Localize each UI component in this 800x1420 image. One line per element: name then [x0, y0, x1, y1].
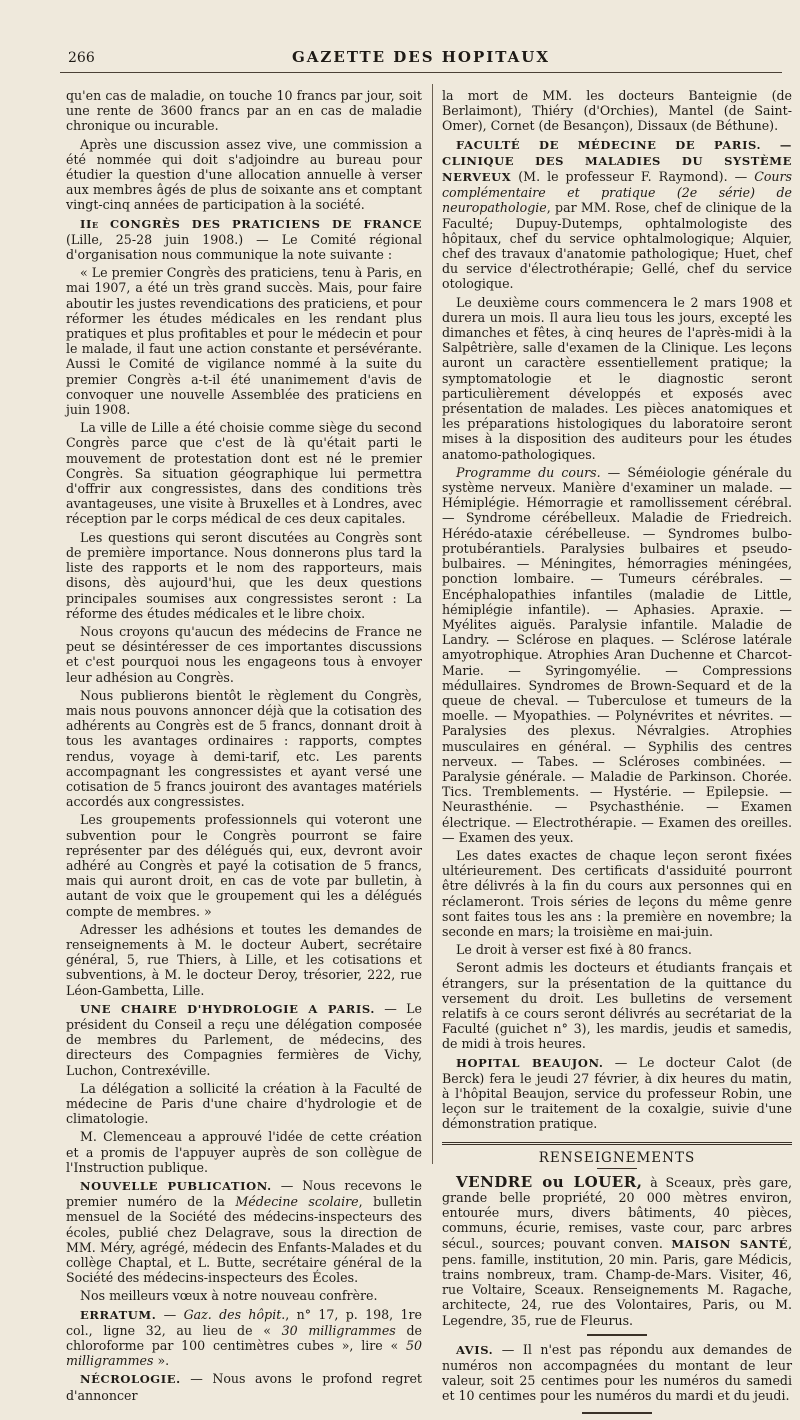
notice-avis: AVIS. — Il n'est pas répondu aux demandes de numéros non accompagnées du montant de leur valeur, soit 25 centimes pour les numéros du samedi et 10 centimes pour les numéros du mardi et du jeudi.: [442, 1341, 792, 1404]
paragraph: « Le premier Congrès des praticiens, tenu à Paris, en mai 1907, a été un très grand succès. Mais, pour faire aboutir les justes revendications des praticiens, et pour réformer les études médicales en les rendant plus pratiques et plus profitables et pour le médecin et pour le malade, il faut une action constante et persévérante. Aussi le Comité de vigilance nommé à la suite du premier Congrès a-t-il été unanimement d'avis de convoquer une nouvelle Assemblée des praticiens en juin 1908.: [66, 265, 422, 418]
title-underline: [597, 1168, 637, 1169]
running-title: GAZETTE DES HOPITAUX: [291, 48, 550, 66]
article-erratum: ERRATUM. — Gaz. des hôpit., n° 17, p. 198, 1re col., ligne 32, au lieu de « 30 milligrammes de chloroforme par 100 centimètres cubes », lire « 50 milligrammes ».: [66, 1306, 423, 1369]
paragraph: Nos meilleurs vœux à notre nouveau confrère.: [80, 1288, 378, 1304]
course-programme: Programme du cours. — Séméiologie générale du système nerveux. Manière d'examiner un malade. — Hémiplégie. Hémorragie et ramollissement cérébral. — Syndrome cérébelleux. Maladie de Friedreich. Hérédo-ataxie cérébelleuse. — Syndromes bulbo-protubérantiels. Paralysies bulbaires et pseudo-bulbaires. — Méningites, hémorragies méningées, ponction lombaire. — Tumeurs cérébrales. — Encéphalopathies infantiles (maladie de Little, hémiplégie infantile). — Aphasies. Apraxie. — Myélites aiguës. Paralysie infantile. Maladie de Landry. — Sclérose en plaques. — Sclérose latérale amyotrophique. Atrophies Aran Duchenne et Charcot-Marie. — Syringomyélie. — Compressions médullaires. Syndromes de Brown-Sequard et de la queue de cheval. — Tuberculose et tumeurs de la moelle. — Myopathies. — Polynévrites et névrites. — Paralysies des plexus. Névralgies. Atrophies musculaires en général. — Syphilis des centres nerveux. — Tabes. — Scléroses combinées. — Paralysie générale. — Maladie de Parkinson. Chorée. Tics. Tremblements. — Hystérie. — Epilepsie. — Neurasthénie. — Psychasthénie. — Examen électrique. — Electrothérapie. — Examen des oreilles. — Examen des yeux.: [442, 464, 792, 845]
article-heading: ERRATUM.: [80, 1307, 157, 1322]
ad-heading: VENDRE ou LOUER,: [456, 1172, 643, 1191]
paragraph: Le deuxième cours commencera le 2 mars 1908 et durera un mois. Il aura lieu tous les jours, excepté les dimanches et fêtes, à cinq heures de l'après-midi à la Salpêtrière, salle d'examen de la Clinique. Les leçons auront un caractère essentiellement pratique; la symptomatologie et le diagnostic seront particulièrement développés et exposés avec présentation de malades. Les pièces anatomiques et les préparations histologiques du laboratoire seront mises à la disposition des auditeurs pour les études anatomo-pathologiques.: [442, 294, 792, 462]
right-column: [442, 88, 792, 1420]
section-title: RENSEIGNEMENTS: [538, 1149, 696, 1166]
article-heading: NOUVELLE PUBLICATION.: [80, 1179, 272, 1194]
header-rule: [60, 72, 782, 73]
article-beaujon: HOPITAL BEAUJON. — Le docteur Calot (de Berck) fera le jeudi 27 février, à dix heures du matin, à l'hôpital Beaujon, service du professeur Robin, une leçon sur le traitement de la coxalgie, suivie d'une démonstration pratique.: [442, 1054, 792, 1132]
article-chaire: UNE CHAIRE D'HYDROLOGIE A PARIS. — Le président du Conseil a reçu une délégation composée de membres du Parlement, de médecins, des directeurs des Compagnies fermières de Vichy, Luchon, Contrexéville.: [66, 1000, 422, 1078]
paragraph: Nous publierons bientôt le règlement du Congrès, mais nous pouvons annoncer déjà que la cotisation des adhérents au Congrès est de 5 francs, donnant droit à tous les avantages ordinaires : rapports, comptes rendus, voyage à demi-tarif, etc. Les parents accompagnant les congressistes et ayant versé une cotisation de 5 francs jouiront des avantages matériels accordés aux congressistes.: [66, 687, 422, 810]
article-heading: FACULTÉ DE MÉDECINE DE PARIS. — CLINIQUE DES MALADIES DU SYSTÈME NERVEUX: [442, 137, 792, 185]
article-publication: NOUVELLE PUBLICATION. — Nous recevons le premier numéro de la Médecine scolaire, bulletin mensuel de la Société des médecins-inspecteurs des écoles, publié chez Delagrave, sous la direction de MM. Méry, agrégé, médecin des Enfants-Malades et du collège Chaptal, et L. Butte, secrétaire général de la Société des médecins-inspecteurs des Écoles.: [66, 1178, 422, 1286]
article-necrologie: NÉCROLOGIE. — Nous avons le profond regret d'annoncer: [66, 1371, 422, 1403]
article-faculte: FACULTÉ DE MÉDECINE DE PARIS. — CLINIQUE DES MALADIES DU SYSTÈME NERVEUX (M. le professeur F. Raymond). — Cours complémentaire et pratique (2e série) de neuropathologie, par MM. Rose, chef de clinique de la Faculté; Dupuy-Dutemps, ophtalmologiste des hôpitaux, chef du service ophtalmologique; Alquier, chef des travaux d'anatomie pathologique; Huet, chef du service d'électrothérapie; Gellé, chef du service otologique.: [442, 137, 792, 292]
paragraph: qu'en cas de maladie, on touche 10 francs par jour, soit une rente de 3600 francs par an en cas de maladie chronique ou incurable.: [66, 88, 422, 134]
page-number: 266: [68, 50, 95, 66]
classified-ad: VENDRE ou LOUER, à Sceaux, près gare, grande belle propriété, 20 000 mètres environ, entourée murs, divers bâtiments, 40 pièces, communs, écurie, remises, vaste cour, parc arbres sécul., sources; pouvant conven. MAISON SANTÉ, pens. famille, institution, 20 min. Paris, gare Médicis, trains nombreux, tram. Champ-de-Mars. Visiter, 46, rue Voltaire, Sceaux. Renseignements M. Ragache, architecte, 24, rue des Volontaires, Paris, ou M. Legendre, 35, rue de Fleurus.: [442, 1172, 792, 1328]
paragraph: la mort de MM. les docteurs Banteignie (de Berlaimont), Thiéry (d'Orchies), Mantel (de Saint-Omer), Cornet (de Besançon), Dissaux (de Béthune).: [442, 88, 792, 134]
article-heading: NÉCROLOGIE.: [80, 1372, 181, 1387]
separator: [582, 1412, 652, 1414]
article-heading: IIe CONGRÈS DES PRATICIENS DE FRANCE: [80, 216, 422, 231]
paragraph: Les questions qui seront discutées au Congrès sont de première importance. Nous donnerons plus tard la liste des rapports et le nom des rapporteurs, mais disons, dès aujourd'hui, que les deux questions principales soumises aux congressistes seront : La réforme des études médicales et le libre choix.: [66, 529, 422, 621]
paragraph: La ville de Lille a été choisie comme siège du second Congrès parce que c'est de là qu'était parti le mouvement de protestation dont est né le premier Congrès. Sa situation géographique lui permettra d'offrir aux congressistes, dans des conditions très avantageuses, une visite à Bruxelles et à Londres, avec réception par le corps médical de ces deux capitales.: [66, 420, 422, 527]
paragraph: Adresser les adhésions et toutes les demandes de renseignements à M. le docteur Aubert, secrétaire général, 5, rue Thiers, à Lille, et les cotisations et subventions, à M. le docteur Deroy, trésorier, 222, rue Léon-Gambetta, Lille.: [66, 921, 422, 998]
paragraph: Les groupements professionnels qui voteront une subvention pour le Congrès pourront se faire représenter par des délégués qui, eux, devront avoir adhéré au Congrès et payé la cotisation de 5 francs, mais qui auront droit, en cas de vote par bulletin, à autant de voix que le groupement qui les a délégués compte de membres. »: [66, 812, 422, 919]
separator: [587, 1334, 647, 1336]
column-divider: [432, 84, 433, 1164]
article-heading: HOPITAL BEAUJON.: [456, 1055, 604, 1070]
paragraph: Le droit à verser est fixé à 80 francs.: [456, 942, 692, 958]
programme-label: Programme du cours.: [456, 464, 601, 480]
paragraph: Après une discussion assez vive, une commission a été nommée qui doit s'adjoindre au bureau pour étudier la question d'une allocation annuelle à verser aux membres âgés de plus de soixante ans et comptant vingt-cinq années de participation à la société.: [66, 136, 422, 213]
notice-heading: AVIS.: [456, 1342, 494, 1357]
paragraph: Nous croyons qu'aucun des médecins de France ne peut se désintéresser de ces importantes discussions et c'est pourquoi nous les engageons tous à envoyer leur adhésion au Congrès.: [66, 623, 422, 685]
article-heading: UNE CHAIRE D'HYDROLOGIE A PARIS.: [80, 1001, 375, 1016]
article-congres: IIe CONGRÈS DES PRATICIENS DE FRANCE (Lille, 25-28 juin 1908.) — Le Comité régional d'organisation nous communique la note suivante :: [66, 216, 422, 263]
paragraph: Les dates exactes de chaque leçon seront fixées ultérieurement. Des certificats d'assiduité pourront être délivrés à la fin du cours aux personnes qui en réclameront. Trois séries de leçons du même genre sont faites tous les ans : la première en novembre; la seconde en mars; la troisième en mai-juin.: [442, 847, 792, 939]
page-header: [60, 44, 782, 68]
left-column: [66, 88, 422, 1406]
paragraph: M. Clemenceau a approuvé l'idée de cette création et a promis de l'appuyer auprès de son collègue de l'Instruction publique.: [66, 1129, 422, 1175]
paragraph: La délégation a sollicité la création à la Faculté de médecine de Paris d'une chaire d'hydrologie et de climatologie.: [66, 1080, 422, 1127]
renseignements-section: [442, 1142, 792, 1414]
paragraph: Seront admis les docteurs et étudiants français et étrangers, sur la présentation de la quittance du versement du droit. Les bulletins de versement relatifs à ce cours seront délivrés au secrétariat de la Faculté (guichet n° 3), les mardis, jeudis et samedis, de midi à trois heures.: [442, 960, 792, 1052]
